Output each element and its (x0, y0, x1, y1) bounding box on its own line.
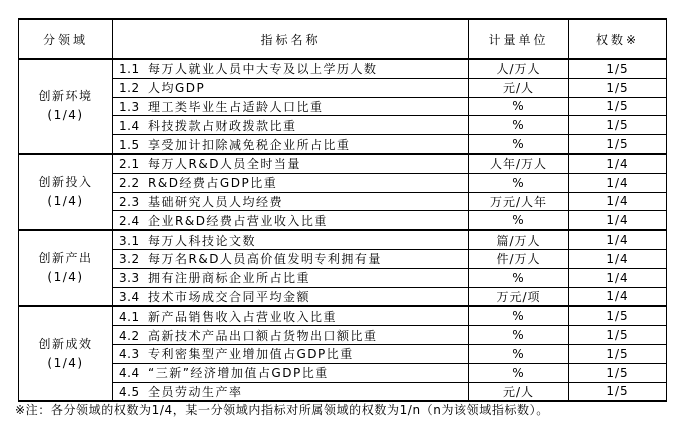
weight-cell: 1/5 (569, 135, 667, 154)
indicator-number: 1.5 (119, 137, 140, 152)
weight-cell: 1/5 (569, 363, 667, 382)
indicator-name: 基础研究人员人均经费 (148, 194, 284, 209)
indicator-name: 高新技术产品出口额占货物出口额比重 (148, 328, 378, 343)
indicator-name: 享受加计扣除减免税企业所占比重 (148, 137, 351, 152)
domain-weight-label: (1/4) (47, 270, 84, 285)
table-row (19, 173, 667, 192)
unit-cell: % (469, 268, 569, 287)
weight-cell: 1/4 (569, 192, 667, 211)
indicator-cell (113, 78, 469, 97)
indicator-number: 2.2 (119, 176, 140, 191)
unit-cell: 元/人 (469, 78, 569, 97)
table-row (19, 230, 667, 249)
unit-cell: 件/万人 (469, 249, 569, 268)
indicator-name: 每万人就业人员中大专及以上学历人数 (148, 62, 378, 77)
unit-cell: % (469, 363, 569, 382)
weight-cell: 1/4 (569, 249, 667, 268)
indicator-name: 每万名R&D人员高价值发明专利拥有量 (148, 252, 382, 267)
indicator-number: 4.4 (119, 366, 140, 381)
unit-cell: 人年/万人 (469, 154, 569, 173)
column-header-weight: 权数※ (569, 19, 667, 59)
indicator-name: 技术市场成交合同平均金额 (148, 289, 311, 304)
weight-cell: 1/5 (569, 326, 667, 345)
unit-cell: 篇/万人 (469, 230, 569, 249)
column-header-indicator: 指标名称 (113, 19, 469, 59)
unit-cell: % (469, 116, 569, 135)
weight-cell: 1/5 (569, 59, 667, 78)
indicator-name: 理工类毕业生占适龄人口比重 (148, 99, 324, 114)
weight-cell: 1/4 (569, 173, 667, 192)
indicator-number: 4.1 (119, 309, 140, 324)
weight-cell: 1/5 (569, 382, 667, 401)
indicator-cell (113, 97, 469, 116)
unit-cell: % (469, 173, 569, 192)
domain-label: 创新产出 (38, 251, 93, 266)
table-row (19, 363, 667, 382)
table-row (19, 249, 667, 268)
unit-cell: 万元/项 (469, 287, 569, 306)
table-row (19, 326, 667, 345)
indicator-name: 专利密集型产业增加值占GDP比重 (148, 347, 354, 362)
indicator-cell (113, 230, 469, 249)
indicator-cell (113, 326, 469, 345)
indicator-name: 新产品销售收入占营业收入比重 (148, 309, 338, 324)
indicator-name: 全员劳动生产率 (148, 384, 243, 399)
indicator-name: R&D经费占GDP比重 (148, 176, 278, 191)
indicator-number: 2.3 (119, 194, 140, 209)
table-row (19, 287, 667, 306)
indicator-name: “三新”经济增加值占GDP比重 (148, 366, 329, 381)
indicator-number: 2.4 (119, 213, 140, 228)
weight-cell: 1/4 (569, 154, 667, 173)
table-row (19, 211, 667, 230)
weight-cell: 1/4 (569, 287, 667, 306)
indicator-name: 每万人科技论文数 (148, 233, 257, 248)
weight-cell: 1/4 (569, 268, 667, 287)
footnote: ※注：各分领域的权数为1/4，某一分领域内指标对所属领域的权数为1/n（n为该领域指标数）。 (15, 403, 549, 417)
column-header-domain: 分领域 (19, 19, 113, 59)
table-row (19, 97, 667, 116)
weight-cell: 1/5 (569, 306, 667, 325)
table-row (19, 382, 667, 401)
domain-cell (19, 230, 113, 306)
indicator-number: 2.1 (119, 157, 140, 172)
indicator-number: 4.2 (119, 328, 140, 343)
table-row (19, 344, 667, 363)
unit-cell: % (469, 344, 569, 363)
indicator-number: 3.1 (119, 233, 140, 248)
unit-cell: % (469, 135, 569, 154)
indicator-number: 4.3 (119, 347, 140, 362)
domain-cell (19, 154, 113, 230)
unit-cell: % (469, 306, 569, 325)
indicator-number: 1.4 (119, 118, 140, 133)
indicator-cell (113, 59, 469, 78)
indicator-cell (113, 268, 469, 287)
indicator-cell (113, 363, 469, 382)
indicator-number: 1.3 (119, 99, 140, 114)
indicator-name: 人均GDP (148, 81, 206, 96)
table-row (19, 78, 667, 97)
table-header (19, 19, 667, 59)
indicator-number: 1.2 (119, 81, 140, 96)
indicator-cell (113, 192, 469, 211)
indicator-cell (113, 154, 469, 173)
weight-cell: 1/5 (569, 78, 667, 97)
indicator-number: 1.1 (119, 62, 140, 77)
indicator-cell (113, 287, 469, 306)
table-row (19, 135, 667, 154)
indicator-name: 拥有注册商标企业所占比重 (148, 271, 311, 286)
weight-cell: 1/4 (569, 211, 667, 230)
table-row (19, 268, 667, 287)
unit-cell: 人/万人 (469, 59, 569, 78)
unit-cell: % (469, 211, 569, 230)
domain-cell (19, 59, 113, 154)
table-body (19, 59, 667, 401)
table-row (19, 154, 667, 173)
unit-cell: % (469, 97, 569, 116)
indicator-cell (113, 382, 469, 401)
unit-cell: % (469, 326, 569, 345)
table-row (19, 116, 667, 135)
domain-label: 创新成效 (38, 336, 93, 351)
domain-weight-label: (1/4) (47, 108, 84, 123)
table-row (19, 306, 667, 325)
weight-cell: 1/4 (569, 230, 667, 249)
indicator-name: 科技拨款占财政拨款比重 (148, 118, 297, 133)
indicator-number: 4.5 (119, 384, 140, 399)
domain-weight-label: (1/4) (47, 355, 84, 370)
indicator-cell (113, 116, 469, 135)
indicator-name: 每万人R&D人员全时当量 (148, 157, 301, 172)
domain-weight-label: (1/4) (47, 194, 84, 209)
header-row (19, 19, 667, 59)
table-row (19, 192, 667, 211)
indicator-number: 3.4 (119, 289, 140, 304)
domain-label: 创新环境 (38, 89, 93, 104)
unit-cell: 万元/人年 (469, 192, 569, 211)
indicator-cell (113, 306, 469, 325)
indicator-table (18, 18, 667, 402)
weight-cell: 1/5 (569, 344, 667, 363)
domain-cell (19, 306, 113, 401)
indicator-cell (113, 344, 469, 363)
weight-cell: 1/5 (569, 97, 667, 116)
indicator-name: 企业R&D经费占营业收入比重 (148, 213, 328, 228)
weight-cell: 1/5 (569, 116, 667, 135)
domain-label: 创新投入 (38, 174, 93, 189)
indicator-cell (113, 249, 469, 268)
column-header-unit: 计量单位 (469, 19, 569, 59)
table-row (19, 59, 667, 78)
indicator-cell (113, 173, 469, 192)
indicator-number: 3.2 (119, 252, 140, 267)
indicator-number: 3.3 (119, 271, 140, 286)
indicator-cell (113, 211, 469, 230)
unit-cell: 元/人 (469, 382, 569, 401)
indicator-cell (113, 135, 469, 154)
